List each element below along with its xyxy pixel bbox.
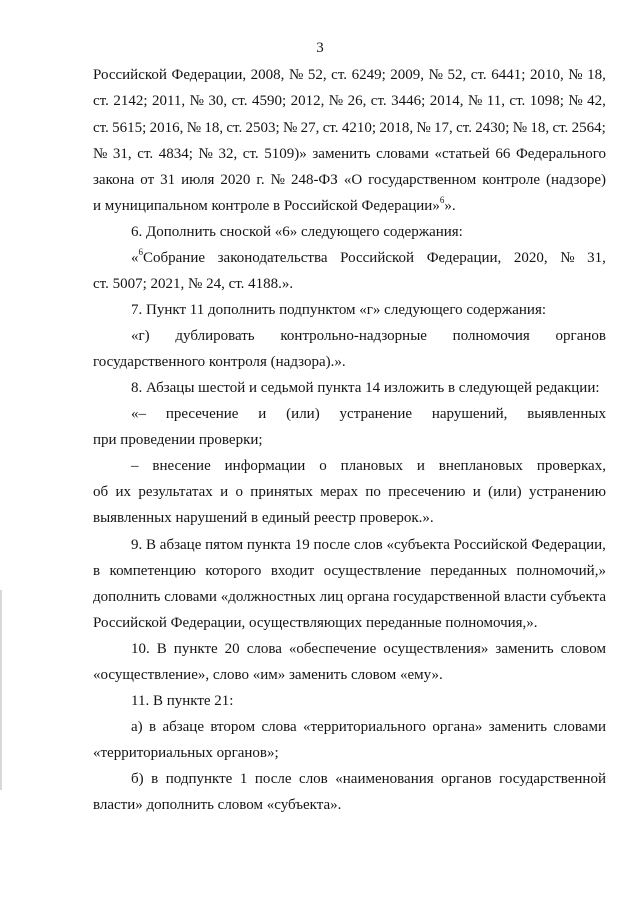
word: проверках, — [536, 458, 606, 474]
word: а) — [131, 719, 143, 735]
word: 9. — [131, 537, 143, 553]
word: от — [140, 172, 155, 188]
word: слов — [299, 771, 328, 787]
word: 10. — [131, 641, 150, 657]
word: устранению — [528, 484, 606, 500]
word: № — [467, 93, 483, 109]
word: 11, — [486, 93, 505, 109]
word: ст. — [470, 67, 487, 83]
word: 2008, — [250, 67, 285, 83]
word: «должностных — [220, 589, 316, 605]
word: № — [512, 120, 528, 136]
word: № — [416, 120, 431, 136]
word: № — [93, 146, 108, 162]
word: выявленных — [527, 406, 606, 422]
word: заменить — [495, 641, 554, 657]
text-line — [93, 118, 606, 138]
line-text: и муниципальном контроле в Российской Федерации» — [93, 198, 440, 214]
word: субъекта — [550, 589, 606, 605]
word: и — [416, 458, 425, 474]
word: 31, — [112, 146, 132, 162]
footnote-open: «$^6$Собрание — [131, 247, 206, 266]
word: 2430; — [475, 120, 510, 136]
word: 32, — [218, 146, 238, 162]
text-line — [93, 65, 606, 85]
word: абзаце — [159, 537, 202, 553]
word: о — [319, 458, 327, 474]
word: пункте — [173, 641, 218, 657]
word: заменить — [312, 146, 371, 162]
text-line — [93, 482, 606, 502]
word: ст. — [456, 120, 472, 136]
word: в — [149, 719, 157, 735]
word: 2142; — [113, 93, 148, 109]
word: ст. — [331, 67, 347, 83]
word: № — [270, 172, 285, 188]
word: лиц — [319, 589, 344, 605]
text-line — [93, 91, 606, 111]
text-line — [131, 769, 606, 789]
word: в — [93, 563, 101, 579]
word: 4834; — [158, 146, 193, 162]
word: об — [93, 484, 109, 500]
word: 52, — [447, 67, 467, 83]
word: 5109)» — [264, 146, 307, 162]
text-line: при проведении проверки; — [93, 432, 263, 448]
word: 42, — [587, 93, 606, 109]
word: «наименования — [335, 771, 434, 787]
word: 2011, — [151, 93, 186, 109]
word: государственной — [393, 589, 501, 605]
word: осуществления» — [383, 641, 489, 657]
word: их — [115, 484, 131, 500]
word: ст. — [231, 93, 248, 109]
word: 2018, — [379, 120, 414, 136]
word: (или) — [286, 406, 320, 422]
word: втором — [210, 719, 256, 735]
word: ст. — [242, 146, 259, 162]
word: 20 — [224, 641, 240, 657]
word: (надзоре) — [546, 172, 606, 188]
scan-edge-mark — [0, 590, 2, 790]
word: государственном — [368, 172, 477, 188]
word: 6441; — [491, 67, 526, 83]
word: № — [186, 120, 202, 136]
word: 1 — [239, 771, 248, 787]
word: № — [428, 67, 443, 83]
word: после — [254, 771, 292, 787]
word: № — [568, 67, 583, 83]
text-line — [131, 717, 606, 737]
word: ст. — [93, 120, 109, 136]
word: В — [156, 641, 167, 657]
word: 4590; — [251, 93, 287, 109]
word: и — [472, 484, 481, 500]
word: осуществление — [323, 563, 421, 579]
word: № — [198, 146, 213, 162]
word: июля — [181, 172, 215, 188]
word: «обеспечение — [288, 641, 377, 657]
text-line: «осуществление», слово «им» заменить словом «ему». — [93, 667, 443, 683]
text-line — [93, 196, 456, 216]
word: словами — [164, 589, 217, 605]
word: «субъекта — [386, 537, 450, 553]
text-line — [131, 404, 606, 424]
page-number: 3 — [316, 40, 324, 56]
text-line: 7. Пункт 11 дополнить подпунктом «г» следующего содержания: — [131, 302, 547, 318]
word: 2009, — [390, 67, 425, 83]
text-line — [131, 639, 606, 659]
word: 2503; — [245, 120, 280, 136]
word: 2012, — [290, 93, 325, 109]
word: внесение — [152, 458, 211, 474]
word: внеплановых — [438, 458, 523, 474]
word: органа» — [432, 719, 483, 735]
word: принятых — [250, 484, 313, 500]
word: 18, — [204, 120, 224, 136]
word: информации — [224, 458, 306, 474]
word: власти — [503, 589, 547, 605]
word: Российской — [93, 67, 167, 83]
word: г. — [256, 172, 265, 188]
text-line: ст. 5007; 2021, № 24, ст. 4188.». — [93, 276, 294, 292]
text-line — [93, 561, 606, 581]
footnote-ref: 6 — [439, 195, 445, 205]
word: государственной — [499, 771, 606, 787]
word: (или) — [488, 484, 522, 500]
text-line: «территориальных органов»; — [93, 745, 279, 761]
word: 2016, — [149, 120, 184, 136]
word: Федерации, — [531, 537, 606, 553]
word: № — [568, 93, 583, 109]
word: 2010, — [529, 67, 564, 83]
word: Федерации, — [171, 67, 247, 83]
word: пункта — [246, 537, 291, 553]
word: б) — [131, 771, 144, 787]
word: пресечение — [165, 406, 239, 422]
word: закона — [93, 172, 135, 188]
word: полномочий,» — [516, 563, 606, 579]
word: 2014, — [429, 93, 464, 109]
word: 6249; — [351, 67, 386, 83]
word: дублировать — [175, 328, 255, 344]
word: в — [151, 771, 159, 787]
word: 248-ФЗ — [290, 172, 338, 188]
text-line: 8. Абзацы шестой и седьмой пункта 14 изложить в следующей редакции: — [131, 380, 600, 396]
word: пятом — [205, 537, 244, 553]
text-line — [131, 456, 606, 476]
word: «территориального — [303, 719, 427, 735]
word: которого — [205, 563, 262, 579]
word: устранение — [339, 406, 412, 422]
word: 66 — [495, 146, 511, 162]
word: слова — [246, 641, 282, 657]
word: ст. — [93, 93, 109, 109]
word: словами — [553, 719, 606, 735]
word: ст. — [226, 120, 243, 136]
word: ст. — [370, 93, 387, 109]
word: заменить — [488, 719, 547, 735]
word: органов — [555, 328, 606, 344]
word: 2564; — [571, 120, 606, 136]
word: после — [313, 537, 351, 553]
word: № — [189, 93, 204, 109]
word: результатах — [138, 484, 213, 500]
text-line: власти» дополнить словом «субъекта». — [93, 797, 342, 813]
word: 31 — [160, 172, 176, 188]
word: 26, — [347, 93, 367, 109]
word: подпункте — [165, 771, 233, 787]
word: и — [258, 406, 267, 422]
text-line — [93, 587, 606, 607]
text-line — [131, 326, 606, 346]
word: мерах — [320, 484, 359, 500]
text-line: 11. В пункте 21: — [131, 693, 234, 709]
word: плановых — [340, 458, 403, 474]
text-line — [131, 535, 606, 555]
word: 2020 — [220, 172, 251, 188]
word: В — [146, 537, 157, 553]
word: «г) — [131, 328, 150, 344]
word: «О — [343, 172, 363, 188]
word: словами — [376, 146, 429, 162]
word: «– — [131, 406, 146, 422]
word: пресечению — [388, 484, 466, 500]
word: № — [328, 93, 344, 109]
word: дополнить — [93, 589, 161, 605]
word: № — [288, 67, 304, 83]
text-line: выявленных нарушений в единый реестр проверок.». — [93, 510, 434, 526]
word: ст. — [322, 120, 339, 136]
word: 18, — [587, 67, 606, 83]
word: 3446; — [391, 93, 426, 109]
word: Федерального — [515, 146, 606, 162]
footnote-line: «$^6$Собрание законодательства Российской Федерации, 2020, № 31, — [131, 247, 606, 266]
word: 4210; — [341, 120, 377, 136]
word: нарушений, — [431, 406, 508, 422]
word: компетенцию — [109, 563, 196, 579]
word: абзаце — [162, 719, 204, 735]
word: 52, — [307, 67, 327, 83]
word: 30, — [208, 93, 228, 109]
text-line: 6. Дополнить сноской «6» следующего содержания: — [131, 224, 463, 240]
word: словом — [560, 641, 606, 657]
word: ст. — [137, 146, 154, 162]
text-line — [93, 144, 606, 164]
word: органа — [346, 589, 390, 605]
word: по — [365, 484, 381, 500]
word: 1098; — [529, 93, 564, 109]
word: слова — [261, 719, 297, 735]
word: ст. — [552, 120, 569, 136]
word: и — [220, 484, 229, 500]
word: 18, — [530, 120, 550, 136]
word: контроле — [482, 172, 540, 188]
word: переданных — [430, 563, 507, 579]
text-line: государственного контроля (надзора).». — [93, 354, 346, 370]
text-line: Российской Федерации, осуществляющих переданные полномочия,». — [93, 615, 538, 631]
line-text: ». — [444, 198, 456, 214]
word: слов — [353, 537, 383, 553]
word: входит — [270, 563, 315, 579]
word: Российской — [453, 537, 528, 553]
word: контрольно-надзорные — [280, 328, 427, 344]
word: 19 — [294, 537, 310, 553]
word: органов — [441, 771, 492, 787]
word: 5615; — [112, 120, 147, 136]
word: «статьей — [434, 146, 490, 162]
word: о — [235, 484, 243, 500]
text-line — [93, 170, 606, 190]
word: полномочия — [452, 328, 530, 344]
word: 17, — [434, 120, 453, 136]
word: 27, — [300, 120, 320, 136]
word: – — [131, 458, 139, 474]
word: № — [283, 120, 298, 136]
word: ст. — [509, 93, 526, 109]
